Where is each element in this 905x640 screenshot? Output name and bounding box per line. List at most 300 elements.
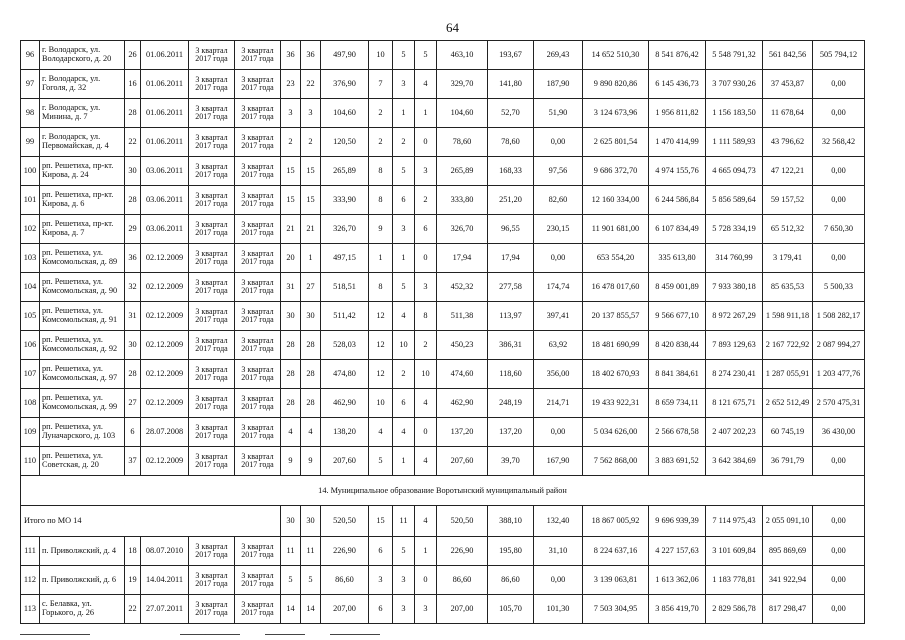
- total-row: [21, 506, 865, 537]
- data-cell: 65 512,32: [763, 215, 813, 244]
- data-cell: 168,33: [488, 157, 534, 186]
- data-cell: 0,00: [813, 447, 865, 476]
- data-cell: 3: [369, 566, 393, 595]
- data-cell: 3 883 691,52: [649, 447, 706, 476]
- data-cell: 9 686 372,70: [583, 157, 649, 186]
- data-cell: 36 430,00: [813, 418, 865, 447]
- data-cell: 3 642 384,69: [706, 447, 763, 476]
- data-cell: 226,90: [321, 537, 369, 566]
- data-cell: 2 167 722,92: [763, 331, 813, 360]
- data-cell: 207,00: [437, 595, 488, 624]
- data-cell: 326,70: [321, 215, 369, 244]
- data-cell: 30: [281, 302, 301, 331]
- data-cell: 51,90: [534, 99, 583, 128]
- data-cell: 9 566 677,10: [649, 302, 706, 331]
- data-cell: 1 613 362,06: [649, 566, 706, 595]
- data-cell: 30: [301, 302, 321, 331]
- data-cell: 386,31: [488, 331, 534, 360]
- total-cell: 11: [393, 506, 415, 537]
- data-cell: 167,90: [534, 447, 583, 476]
- data-cell: 3 124 673,96: [583, 99, 649, 128]
- data-cell: 4: [415, 447, 437, 476]
- data-cell: 3 квартал 2017 года: [235, 70, 281, 99]
- data-cell: 505 794,12: [813, 41, 865, 70]
- data-cell: 1: [393, 447, 415, 476]
- data-cell: 01.06.2011: [141, 70, 189, 99]
- data-cell: 5 548 791,32: [706, 41, 763, 70]
- data-cell: 18: [125, 537, 141, 566]
- data-cell: 3 квартал 2017 года: [235, 41, 281, 70]
- data-cell: 14: [301, 595, 321, 624]
- data-cell: 0: [415, 128, 437, 157]
- row-number: 99: [21, 128, 40, 157]
- data-cell: 265,89: [437, 157, 488, 186]
- address-cell: рп. Решетиха, ул. Комсомольская, д. 99: [40, 389, 125, 418]
- data-cell: 0,00: [534, 418, 583, 447]
- data-cell: 26: [125, 41, 141, 70]
- total-cell: 4: [415, 506, 437, 537]
- data-cell: 5: [393, 273, 415, 302]
- data-cell: 0,00: [534, 244, 583, 273]
- data-cell: 452,32: [437, 273, 488, 302]
- data-cell: 17,94: [437, 244, 488, 273]
- data-cell: 1: [415, 99, 437, 128]
- data-cell: 59 157,52: [763, 186, 813, 215]
- table-row: [21, 186, 865, 215]
- section-row: [21, 476, 865, 506]
- data-cell: 96,55: [488, 215, 534, 244]
- row-number: 108: [21, 389, 40, 418]
- data-cell: 3: [415, 157, 437, 186]
- data-cell: 356,00: [534, 360, 583, 389]
- data-cell: 3 квартал 2017 года: [235, 331, 281, 360]
- data-cell: 3 квартал 2017 года: [189, 186, 235, 215]
- data-cell: 3 квартал 2017 года: [235, 302, 281, 331]
- data-cell: 277,58: [488, 273, 534, 302]
- data-cell: 251,20: [488, 186, 534, 215]
- address-cell: г. Володарск, ул. Минина, д. 7: [40, 99, 125, 128]
- data-cell: 32: [125, 273, 141, 302]
- data-cell: 3 квартал 2017 года: [235, 244, 281, 273]
- data-cell: 8 972 267,29: [706, 302, 763, 331]
- table-row: [21, 99, 865, 128]
- data-cell: 16 478 017,60: [583, 273, 649, 302]
- data-cell: 1 183 778,81: [706, 566, 763, 595]
- data-cell: 0,00: [813, 157, 865, 186]
- data-cell: 5: [415, 41, 437, 70]
- data-cell: 31: [281, 273, 301, 302]
- row-number: 107: [21, 360, 40, 389]
- table-row: [21, 128, 865, 157]
- data-cell: 174,74: [534, 273, 583, 302]
- data-cell: 120,50: [321, 128, 369, 157]
- data-cell: 17,94: [488, 244, 534, 273]
- data-cell: 248,19: [488, 389, 534, 418]
- data-cell: 3 139 063,81: [583, 566, 649, 595]
- data-cell: 3 квартал 2017 года: [235, 186, 281, 215]
- table-row: [21, 360, 865, 389]
- data-cell: 97,56: [534, 157, 583, 186]
- data-cell: 29: [125, 215, 141, 244]
- table-row: [21, 215, 865, 244]
- data-cell: 21: [281, 215, 301, 244]
- data-cell: 329,70: [437, 70, 488, 99]
- data-cell: 03.06.2011: [141, 186, 189, 215]
- table-row: [21, 70, 865, 99]
- data-cell: 52,70: [488, 99, 534, 128]
- data-cell: 2 625 801,54: [583, 128, 649, 157]
- data-cell: 11 901 681,00: [583, 215, 649, 244]
- data-cell: 86,60: [321, 566, 369, 595]
- data-cell: 3 квартал 2017 года: [235, 99, 281, 128]
- data-cell: 8 659 734,11: [649, 389, 706, 418]
- data-cell: 2: [415, 186, 437, 215]
- data-cell: 3 квартал 2017 года: [189, 244, 235, 273]
- data-cell: 2: [369, 99, 393, 128]
- data-cell: 3 квартал 2017 года: [189, 157, 235, 186]
- data-cell: 3 квартал 2017 года: [235, 273, 281, 302]
- data-cell: 8 541 876,42: [649, 41, 706, 70]
- table-row: [21, 595, 865, 624]
- data-cell: 3 квартал 2017 года: [189, 215, 235, 244]
- data-cell: 187,90: [534, 70, 583, 99]
- data-cell: 207,60: [321, 447, 369, 476]
- data-cell: 6: [415, 215, 437, 244]
- total-cell: 30: [281, 506, 301, 537]
- data-cell: 9: [281, 447, 301, 476]
- data-cell: 462,90: [321, 389, 369, 418]
- data-cell: 3 квартал 2017 года: [235, 447, 281, 476]
- data-cell: 2: [415, 331, 437, 360]
- data-cell: 0,00: [813, 537, 865, 566]
- data-cell: 78,60: [437, 128, 488, 157]
- data-cell: 138,20: [321, 418, 369, 447]
- data-cell: 22: [125, 595, 141, 624]
- data-cell: 14 652 510,30: [583, 41, 649, 70]
- address-cell: рп. Решетиха, ул. Комсомольская, д. 97: [40, 360, 125, 389]
- address-cell: с. Белавка, ул. Горького, д. 26: [40, 595, 125, 624]
- data-cell: 528,03: [321, 331, 369, 360]
- data-cell: 28: [281, 389, 301, 418]
- data-cell: 2: [393, 360, 415, 389]
- data-cell: 8 841 384,61: [649, 360, 706, 389]
- table-row: [21, 331, 865, 360]
- data-cell: 30: [125, 331, 141, 360]
- data-cell: 7 933 380,18: [706, 273, 763, 302]
- data-cell: 36: [125, 244, 141, 273]
- address-cell: рп. Решетиха, ул. Комсомольская, д. 91: [40, 302, 125, 331]
- data-cell: 8 459 001,89: [649, 273, 706, 302]
- data-cell: 1 287 055,91: [763, 360, 813, 389]
- data-cell: 4: [415, 389, 437, 418]
- address-cell: рп. Решетиха, ул. Советская, д. 20: [40, 447, 125, 476]
- section-block: [21, 476, 865, 537]
- data-cell: 3: [301, 99, 321, 128]
- total-label: Итого по МО 14: [21, 506, 281, 537]
- data-cell: 0: [415, 244, 437, 273]
- data-cell: 1: [393, 244, 415, 273]
- data-cell: 15: [301, 186, 321, 215]
- section-title: 14. Муниципальное образование Воротынский муниципальный район: [21, 476, 865, 506]
- data-cell: 31,10: [534, 537, 583, 566]
- data-cell: 450,23: [437, 331, 488, 360]
- data-cell: 19: [125, 566, 141, 595]
- data-cell: 463,10: [437, 41, 488, 70]
- address-cell: п. Приволжский, д. 6: [40, 566, 125, 595]
- table-row: [21, 244, 865, 273]
- data-cell: 12: [369, 302, 393, 331]
- data-cell: 39,70: [488, 447, 534, 476]
- footer-line: [180, 634, 240, 635]
- data-cell: 3: [415, 595, 437, 624]
- data-cell: 63,92: [534, 331, 583, 360]
- data-cell: 19 433 922,31: [583, 389, 649, 418]
- data-cell: 3 квартал 2017 года: [235, 157, 281, 186]
- data-cell: 6: [125, 418, 141, 447]
- data-cell: 333,80: [437, 186, 488, 215]
- data-cell: 3: [393, 595, 415, 624]
- data-cell: 4: [369, 418, 393, 447]
- data-cell: 0,00: [534, 566, 583, 595]
- data-cell: 5 856 589,64: [706, 186, 763, 215]
- data-cell: 561 842,56: [763, 41, 813, 70]
- data-cell: 23: [281, 70, 301, 99]
- data-cell: 02.12.2009: [141, 244, 189, 273]
- data-cell: 16: [125, 70, 141, 99]
- data-cell: 3 856 419,70: [649, 595, 706, 624]
- housing-register-table: [20, 40, 865, 624]
- data-cell: 12: [369, 360, 393, 389]
- data-cell: 20: [281, 244, 301, 273]
- data-cell: 10: [393, 331, 415, 360]
- address-cell: г. Володарск, ул. Гоголя, д. 32: [40, 70, 125, 99]
- data-cell: 5: [393, 41, 415, 70]
- table-row: [21, 157, 865, 186]
- total-cell: 388,10: [488, 506, 534, 537]
- data-cell: 518,51: [321, 273, 369, 302]
- data-cell: 1 203 477,76: [813, 360, 865, 389]
- page-number: 64: [446, 20, 459, 35]
- row-number: 96: [21, 41, 40, 70]
- data-cell: 10: [415, 360, 437, 389]
- data-cell: 36 791,79: [763, 447, 813, 476]
- data-cell: 02.12.2009: [141, 360, 189, 389]
- row-number: 110: [21, 447, 40, 476]
- data-cell: 3 квартал 2017 года: [189, 389, 235, 418]
- data-cell: 3 квартал 2017 года: [235, 360, 281, 389]
- data-cell: 3 квартал 2017 года: [189, 418, 235, 447]
- data-cell: 3 квартал 2017 года: [235, 128, 281, 157]
- data-cell: 27.07.2011: [141, 595, 189, 624]
- data-cell: 497,15: [321, 244, 369, 273]
- data-cell: 12 160 334,00: [583, 186, 649, 215]
- data-cell: 3 179,41: [763, 244, 813, 273]
- data-cell: 341 922,94: [763, 566, 813, 595]
- data-cell: 1 598 911,18: [763, 302, 813, 331]
- data-cell: 31: [125, 302, 141, 331]
- total-cell: 7 114 975,43: [706, 506, 763, 537]
- total-cell: 0,00: [813, 506, 865, 537]
- data-cell: 3: [393, 566, 415, 595]
- address-cell: рп. Решетиха, пр-кт. Кирова, д. 7: [40, 215, 125, 244]
- footer-line: [20, 634, 90, 635]
- table-row: [21, 537, 865, 566]
- row-number: 97: [21, 70, 40, 99]
- data-cell: 462,90: [437, 389, 488, 418]
- data-cell: 7 562 868,00: [583, 447, 649, 476]
- data-cell: 8 274 230,41: [706, 360, 763, 389]
- data-cell: 02.12.2009: [141, 302, 189, 331]
- address-cell: рп. Решетиха, пр-кт. Кирова, д. 6: [40, 186, 125, 215]
- data-cell: 3 квартал 2017 года: [235, 537, 281, 566]
- data-cell: 0,00: [813, 99, 865, 128]
- data-cell: 02.12.2009: [141, 273, 189, 302]
- data-cell: 15: [301, 157, 321, 186]
- table-row: [21, 447, 865, 476]
- data-cell: 28: [125, 186, 141, 215]
- table-row: [21, 302, 865, 331]
- total-cell: 15: [369, 506, 393, 537]
- data-cell: 36: [301, 41, 321, 70]
- data-cell: 11 678,64: [763, 99, 813, 128]
- footer-line: [265, 634, 305, 635]
- data-cell: 0,00: [813, 566, 865, 595]
- data-cell: 1 470 414,99: [649, 128, 706, 157]
- data-cell: 47 122,21: [763, 157, 813, 186]
- data-cell: 6: [393, 389, 415, 418]
- data-cell: 8 420 838,44: [649, 331, 706, 360]
- data-cell: 8: [369, 186, 393, 215]
- total-cell: 18 867 005,92: [583, 506, 649, 537]
- data-cell: 3 квартал 2017 года: [235, 566, 281, 595]
- data-cell: 37 453,87: [763, 70, 813, 99]
- data-cell: 3 квартал 2017 года: [189, 70, 235, 99]
- data-cell: 4: [301, 418, 321, 447]
- data-cell: 8: [415, 302, 437, 331]
- data-cell: 85 635,53: [763, 273, 813, 302]
- data-cell: 60 745,19: [763, 418, 813, 447]
- data-cell: 3: [393, 70, 415, 99]
- data-cell: 2: [369, 128, 393, 157]
- data-cell: 03.06.2011: [141, 215, 189, 244]
- data-cell: 28: [125, 99, 141, 128]
- data-cell: 78,60: [488, 128, 534, 157]
- data-cell: 2 829 586,78: [706, 595, 763, 624]
- data-cell: 27: [125, 389, 141, 418]
- row-number: 102: [21, 215, 40, 244]
- data-cell: 333,90: [321, 186, 369, 215]
- data-cell: 4: [281, 418, 301, 447]
- data-cell: 9: [301, 447, 321, 476]
- data-cell: 2 566 678,58: [649, 418, 706, 447]
- data-cell: 511,42: [321, 302, 369, 331]
- data-cell: 08.07.2010: [141, 537, 189, 566]
- data-cell: 653 554,20: [583, 244, 649, 273]
- data-cell: 12: [369, 331, 393, 360]
- data-cell: 497,90: [321, 41, 369, 70]
- data-cell: 269,43: [534, 41, 583, 70]
- row-number: 112: [21, 566, 40, 595]
- address-cell: п. Приволжский, д. 4: [40, 537, 125, 566]
- data-cell: 21: [301, 215, 321, 244]
- data-cell: 8 121 675,71: [706, 389, 763, 418]
- table-row: [21, 41, 865, 70]
- table-row: [21, 389, 865, 418]
- data-cell: 137,20: [488, 418, 534, 447]
- data-cell: 22: [301, 70, 321, 99]
- data-cell: 7 503 304,95: [583, 595, 649, 624]
- row-number: 104: [21, 273, 40, 302]
- data-cell: 2 087 994,27: [813, 331, 865, 360]
- row-number: 111: [21, 537, 40, 566]
- data-cell: 3 707 930,26: [706, 70, 763, 99]
- total-cell: 520,50: [437, 506, 488, 537]
- data-cell: 4 974 155,76: [649, 157, 706, 186]
- data-cell: 5: [301, 566, 321, 595]
- data-cell: 18 402 670,93: [583, 360, 649, 389]
- data-cell: 3 квартал 2017 года: [189, 273, 235, 302]
- data-cell: 22: [125, 128, 141, 157]
- data-cell: 193,67: [488, 41, 534, 70]
- rows-group-b: [21, 537, 865, 624]
- data-cell: 82,60: [534, 186, 583, 215]
- data-cell: 335 613,80: [649, 244, 706, 273]
- table-row: [21, 566, 865, 595]
- data-cell: 32 568,42: [813, 128, 865, 157]
- data-cell: 6: [369, 537, 393, 566]
- data-cell: 113,97: [488, 302, 534, 331]
- data-cell: 3 квартал 2017 года: [235, 595, 281, 624]
- data-cell: 3: [415, 273, 437, 302]
- data-cell: 101,30: [534, 595, 583, 624]
- total-cell: 30: [301, 506, 321, 537]
- data-cell: 4 227 157,63: [649, 537, 706, 566]
- data-cell: 8: [369, 157, 393, 186]
- address-cell: г. Володарск, ул. Первомайская, д. 4: [40, 128, 125, 157]
- row-number: 105: [21, 302, 40, 331]
- data-cell: 3 квартал 2017 года: [189, 537, 235, 566]
- data-cell: 0,00: [813, 186, 865, 215]
- data-cell: 8 224 637,16: [583, 537, 649, 566]
- data-cell: 195,80: [488, 537, 534, 566]
- row-number: 106: [21, 331, 40, 360]
- data-cell: 2 570 475,31: [813, 389, 865, 418]
- table-row: [21, 273, 865, 302]
- data-cell: 326,70: [437, 215, 488, 244]
- row-number: 101: [21, 186, 40, 215]
- data-cell: 6 107 834,49: [649, 215, 706, 244]
- data-cell: 3 квартал 2017 года: [189, 595, 235, 624]
- data-cell: 2: [301, 128, 321, 157]
- data-cell: 0,00: [534, 128, 583, 157]
- data-cell: 1 156 183,50: [706, 99, 763, 128]
- data-cell: 3 квартал 2017 года: [235, 389, 281, 418]
- data-cell: 214,71: [534, 389, 583, 418]
- data-cell: 5: [369, 447, 393, 476]
- data-cell: 43 796,62: [763, 128, 813, 157]
- data-cell: 28: [125, 360, 141, 389]
- data-cell: 5: [393, 157, 415, 186]
- address-cell: рп. Решетиха, ул. Комсомольская, д. 92: [40, 331, 125, 360]
- data-cell: 2: [393, 128, 415, 157]
- rows-group-a: [21, 41, 865, 476]
- data-cell: 3: [281, 99, 301, 128]
- data-cell: 11: [281, 537, 301, 566]
- data-cell: 9: [369, 215, 393, 244]
- data-cell: 03.06.2011: [141, 157, 189, 186]
- data-cell: 10: [369, 41, 393, 70]
- data-cell: 28: [281, 360, 301, 389]
